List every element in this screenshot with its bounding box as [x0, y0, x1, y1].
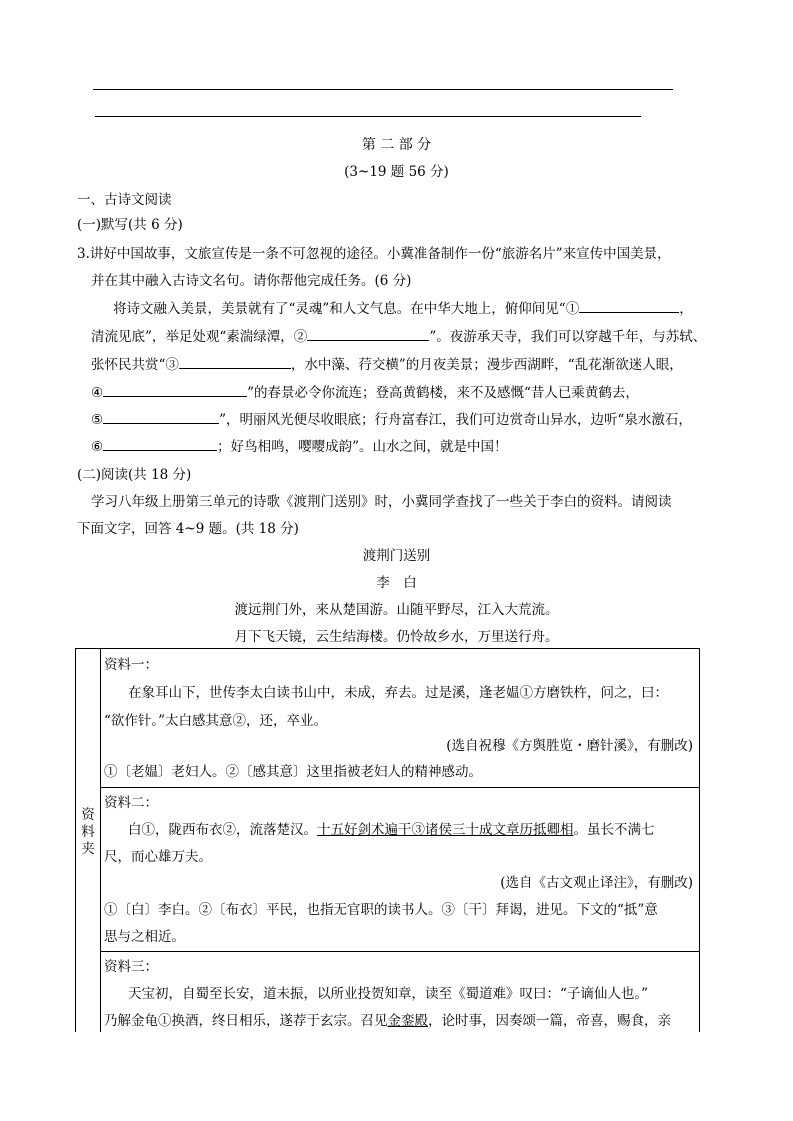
fill-blank-2[interactable] [307, 326, 429, 341]
q3-text: ⑤ [91, 412, 104, 428]
material-1-note: ①〔老媪〕老妇人。②〔感其意〕这里指被老妇人的精神感动。 [104, 764, 482, 780]
material-2-source: (选自《古文观止译注》，有删改) [500, 875, 693, 891]
q3-line-2: 并在其中融入古诗文名句。请你帮他完成任务。(6 分) [91, 273, 412, 289]
fill-blank-5[interactable] [103, 409, 219, 424]
q3-paragraph-line-4 [91, 381, 639, 401]
q3-paragraph-line-1 [113, 297, 693, 317]
materials-table [75, 648, 700, 1032]
answer-line-1 [93, 89, 673, 90]
q3-text: ”，明丽风光便尽收眼底；行舟富春江，我们可边赏奇山异水，边听“泉水激石， [219, 412, 692, 428]
material-3-text: 乃解金龟①换酒，终日相乐，遂荐于玄宗。召见 [104, 1013, 388, 1029]
q3-text: 将诗文融入美景，美景就有了“灵魂”和人文气息。在中华大地上，俯仰间见“① [113, 301, 580, 317]
material-3-text-2 [104, 1009, 671, 1029]
row-divider-1 [100, 787, 699, 788]
side-label-text: 资料夹 [81, 807, 95, 857]
material-3-label: 资料三： [104, 959, 158, 975]
q3-text: 张怀民共赏“③ [91, 357, 179, 373]
poem-title: 渡荆门送别 [362, 548, 431, 564]
q3-text: ⑥ [91, 439, 104, 455]
material-2-note-2: 思与之相近。 [104, 929, 185, 945]
subsection-dictation: (一)默写(共 6 分) [77, 217, 183, 233]
q3-text: ；好鸟相鸣，嘤嘤成韵”。山水之间，就是中国！ [217, 439, 508, 455]
material-2-text-2: 尺，而心雄万夫。 [104, 849, 212, 865]
poem-line-1: 渡远荆门外，来从楚国游。山随平野尽，江入大荒流。 [234, 602, 559, 618]
reading-intro-2: 下面文字，回答 4~9 题。(共 18 分) [77, 521, 299, 537]
material-2-text-1 [128, 818, 655, 838]
underlined-word: 金銮殿 [387, 1013, 428, 1029]
subsection-reading: (二)阅读(共 18 分) [77, 467, 192, 483]
poem-line-2: 月下飞天镜，云生结海楼。仍怜故乡水，万里送行舟。 [234, 629, 559, 645]
q3-paragraph-line-6 [91, 435, 508, 455]
material-1-label: 资料一： [104, 657, 158, 673]
q3-paragraph-line-5 [91, 408, 692, 428]
q3-text: ”的春景必令你流连；登高黄鹤楼，来不及感慨“昔人已乘黄鹤去， [247, 385, 639, 401]
material-2-text: 。虽长不满七 [573, 822, 655, 838]
q3-text: 清流见底”，举足处观“素湍绿潭，② [91, 329, 308, 345]
material-2-text: 白①，陇西布衣②，流落楚汉。 [128, 822, 317, 838]
q3-text: ”。夜游承天寺，我们可以穿越千年，与苏轼、 [429, 329, 707, 345]
material-2-note-1: ①〔白〕李白。②〔布衣〕平民，也指无官职的读书人。③〔干〕拜谒，进见。下文的“抵”意 [104, 902, 658, 918]
material-1-source: (选自祝穆《方舆胜览・磨针溪》，有删改) [446, 738, 693, 754]
fill-blank-4[interactable] [103, 382, 247, 397]
material-2-label: 资料二： [104, 795, 158, 811]
reading-intro-1: 学习八年级上册第三单元的诗歌《渡荆门送别》时，小冀同学查找了一些关于李白的资料。请阅读 [91, 494, 672, 510]
poem-author: 李 白 [376, 575, 417, 591]
fill-blank-3[interactable] [179, 354, 291, 369]
answer-line-2 [95, 116, 641, 117]
table-divider [100, 649, 101, 1032]
section-subtitle: (3~19 题 56 分) [344, 164, 449, 180]
q3-text: ④ [91, 385, 104, 401]
fill-blank-6[interactable] [103, 436, 217, 451]
q3-paragraph-line-2 [91, 325, 706, 345]
q3-line-1: 3.讲好中国故事，文旅宣传是一条不可忽视的途径。小冀准备制作一份“旅游名片”来宣传中国美景， [77, 246, 671, 262]
fill-blank-1[interactable] [579, 298, 679, 313]
q3-paragraph-line-3 [91, 353, 683, 373]
row-divider-2 [100, 951, 699, 952]
material-3-text-1: 天宝初，自蜀至长安，道未振，以所业投贺知章，读至《蜀道难》叹曰：“子谪仙人也。” [128, 986, 649, 1002]
section-title: 第 二 部 分 [361, 137, 432, 153]
materials-side-label [78, 807, 98, 858]
material-1-text-2: “欲作针。”太白感其意②，还，卒业。 [104, 713, 328, 729]
material-3-text: ，论时事，因奏颂一篇，帝喜，赐食，亲 [428, 1013, 671, 1029]
part-heading: 一、古诗文阅读 [77, 192, 172, 208]
q3-text: ，水中藻、荇交横”的月夜美景；漫步西湖畔，“乱花渐欲迷人眼， [290, 357, 683, 373]
q3-text: ， [679, 301, 693, 317]
material-1-text-1: 在象耳山下，世传李太白读书山中，未成，弃去。过是溪，逢老媪①方磨铁杵，问之，曰： [128, 685, 668, 701]
underlined-sentence: 十五好剑术遍干③诸侯三十成文章历抵卿相 [317, 822, 574, 838]
